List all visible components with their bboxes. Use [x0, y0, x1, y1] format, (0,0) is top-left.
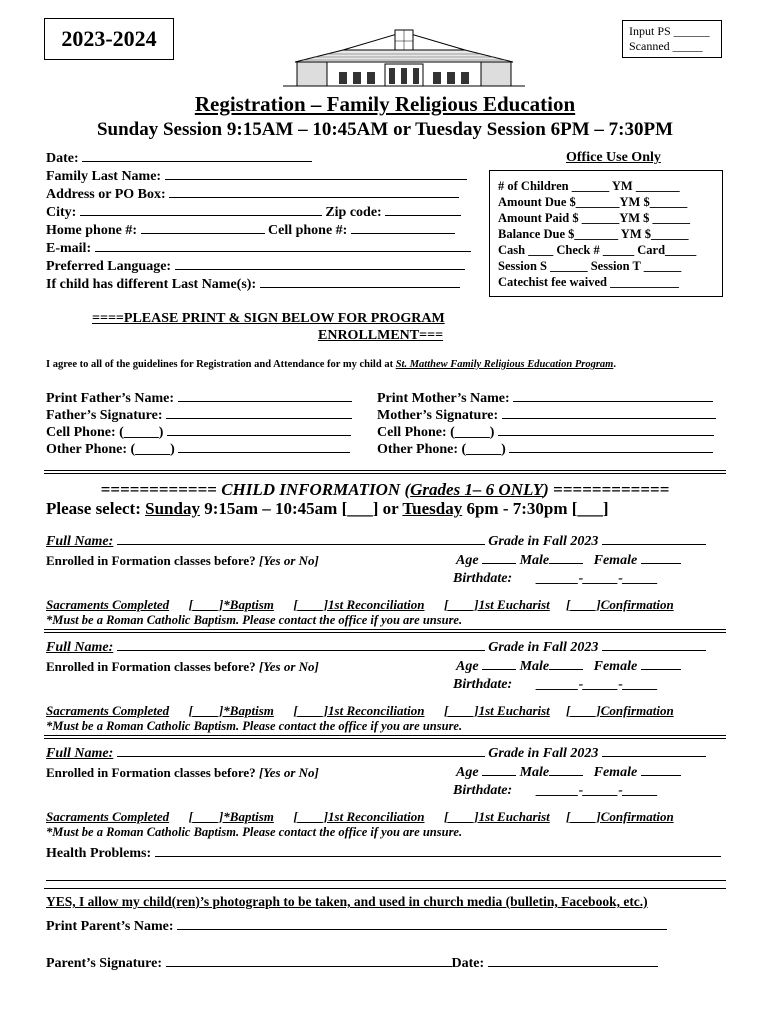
agreement-text: [46, 359, 616, 370]
office-line: Balance Due $_______ YM $______: [498, 227, 689, 241]
city-row: [46, 204, 461, 222]
birthdate-label: Birthdate:: [453, 677, 513, 692]
city-field[interactable]: [80, 214, 322, 216]
date-label: Date:: [46, 151, 79, 166]
school-year: 2023-2024: [61, 26, 157, 51]
date-row: [46, 150, 312, 168]
divider: [44, 735, 726, 736]
father-name-field[interactable]: [178, 400, 352, 402]
divider: [44, 629, 726, 630]
age-sex-row: [456, 765, 681, 781]
office-line: Amount Due $_______YM $______: [498, 195, 688, 209]
parent-name-field[interactable]: [177, 928, 667, 930]
child-block: [0, 533, 770, 633]
mother-sig-label: Mother’s Signature:: [377, 408, 499, 423]
female-label[interactable]: Female: [593, 553, 638, 568]
sacraments-row: [46, 597, 674, 613]
sacraments-row: [46, 703, 674, 719]
male-label[interactable]: Male: [519, 553, 550, 568]
divider: [44, 470, 726, 471]
reconciliation-checkbox[interactable]: [____]1st Reconciliation: [293, 597, 425, 612]
child-name-row: [46, 639, 706, 657]
full-name-label: Full Name:: [46, 534, 114, 549]
photo-consent: YES, I allow my child(ren)’s photograph to be taken, and used in church media (bulletin, Facebook, etc.): [46, 894, 648, 909]
diff-last-label: If child has different Last Name(s):: [46, 277, 257, 292]
father-name-label: Print Father’s Name:: [46, 391, 175, 406]
office-line: Amount Paid $ ______YM $ ______: [498, 211, 691, 225]
health-field[interactable]: [155, 855, 721, 857]
full-name-label: Full Name:: [46, 746, 114, 761]
sunday-option[interactable]: Sunday: [145, 499, 200, 518]
home-phone-label: Home phone #:: [46, 223, 137, 238]
male-label[interactable]: Male: [519, 659, 550, 674]
eucharist-checkbox[interactable]: [____]1st Eucharist: [443, 703, 550, 718]
baptism-checkbox[interactable]: [____]*Baptism: [188, 809, 274, 824]
office-use-box: [489, 170, 723, 297]
birthdate-field[interactable]: ______-_____-_____: [536, 571, 658, 586]
heading-grades: Grades 1– 6 ONLY: [410, 480, 544, 499]
divider: [44, 888, 726, 889]
parent-sig-label: Parent’s Signature:: [46, 956, 163, 971]
sacraments-label: Sacraments Completed: [46, 703, 170, 718]
confirmation-checkbox[interactable]: [____]Confirmation: [566, 809, 674, 824]
birthdate-label: Birthdate:: [453, 571, 513, 586]
diff-last-field[interactable]: [260, 286, 460, 288]
language-field[interactable]: [175, 268, 465, 270]
child-name-row: [46, 745, 706, 763]
baptism-note: *Must be a Roman Catholic Baptism. Please contact the office if you are unsure.: [46, 613, 463, 627]
birthdate-row: [453, 571, 658, 587]
health-label: Health Problems:: [46, 846, 152, 861]
grade-field[interactable]: [602, 755, 706, 757]
session-select-row: [46, 499, 609, 519]
age-label: Age: [456, 553, 479, 568]
mother-other-row: [377, 441, 713, 459]
zip-label: Zip code:: [325, 205, 382, 220]
child-block: [0, 639, 770, 739]
birthdate-field[interactable]: ______-_____-_____: [536, 783, 658, 798]
age-sex-row: [456, 659, 681, 675]
female-label[interactable]: Female: [593, 659, 638, 674]
male-field[interactable]: [549, 668, 583, 670]
father-cell-label: Cell Phone: (_____): [46, 425, 164, 440]
input-scanned-box: [622, 20, 722, 58]
office-line: Session S ______ Session T ______: [498, 259, 682, 273]
language-label: Preferred Language:: [46, 259, 172, 274]
child-block: [0, 745, 770, 845]
grade-field[interactable]: [602, 543, 706, 545]
enrolled-label: Enrolled in Formation classes before?: [46, 659, 256, 674]
language-row: [46, 258, 465, 276]
age-field[interactable]: [482, 668, 516, 670]
enroll-heading-1: ====PLEASE PRINT & SIGN BELOW FOR PROGRAM: [92, 311, 445, 326]
mother-cell-field[interactable]: [498, 434, 714, 436]
yes-no-hint: [Yes or No]: [258, 765, 319, 780]
grade-field[interactable]: [602, 649, 706, 651]
father-sig-label: Father’s Signature:: [46, 408, 163, 423]
zip-field[interactable]: [385, 214, 461, 216]
full-name-field[interactable]: [117, 543, 485, 545]
age-sex-row: [456, 553, 681, 569]
child-name-row: [46, 533, 706, 551]
office-line: Catechist fee waived ___________: [498, 275, 679, 289]
birthdate-row: [453, 783, 658, 799]
last-name-field[interactable]: [165, 178, 467, 180]
office-use-title: Office Use Only: [566, 150, 661, 165]
father-other-field[interactable]: [178, 451, 350, 453]
parent-date-label: Date:: [451, 956, 485, 971]
phone-row: [46, 222, 455, 240]
birthdate-label: Birthdate:: [453, 783, 513, 798]
baptism-note: *Must be a Roman Catholic Baptism. Please contact the office if you are unsure.: [46, 719, 463, 733]
baptism-checkbox[interactable]: [____]*Baptism: [188, 597, 274, 612]
agreement-suffix: .: [613, 359, 616, 370]
heading-pre: ============: [100, 480, 222, 499]
mother-sig-field[interactable]: [502, 417, 716, 419]
divider: [44, 738, 726, 739]
sunday-time[interactable]: 9:15am – 10:45am [___] or: [199, 499, 403, 518]
cell-phone-field[interactable]: [351, 232, 455, 234]
grade-label: Grade in Fall 2023: [488, 640, 599, 655]
parent-sig-field[interactable]: [166, 965, 452, 967]
female-field[interactable]: [641, 562, 681, 564]
male-field[interactable]: [549, 774, 583, 776]
sacraments-label: Sacraments Completed: [46, 809, 170, 824]
child-info-heading: [0, 480, 770, 500]
full-name-field[interactable]: [117, 649, 485, 651]
school-year-box: [44, 18, 174, 60]
last-name-row: [46, 168, 467, 186]
heading-main: CHILD INFORMATION (: [221, 480, 411, 499]
heading-close: ) ============: [543, 480, 670, 499]
birthdate-field[interactable]: ______-_____-_____: [536, 677, 658, 692]
address-label: Address or PO Box:: [46, 187, 166, 202]
input-ps-label: Input PS ______: [629, 24, 710, 38]
address-row: [46, 186, 459, 204]
tuesday-option[interactable]: Tuesday: [402, 499, 463, 518]
church-building-image: [283, 28, 525, 88]
yes-no-hint: [Yes or No]: [258, 553, 319, 568]
age-field[interactable]: [482, 562, 516, 564]
yes-no-hint: [Yes or No]: [258, 659, 319, 674]
mother-cell-row: [377, 424, 714, 442]
email-row: [46, 240, 471, 258]
enrolled-label: Enrolled in Formation classes before?: [46, 553, 256, 568]
age-label: Age: [456, 659, 479, 674]
age-label: Age: [456, 765, 479, 780]
diff-last-row: [46, 276, 460, 294]
city-label: City:: [46, 205, 77, 220]
tuesday-time[interactable]: 6pm - 7:30pm [___]: [462, 499, 609, 518]
male-label[interactable]: Male: [519, 765, 550, 780]
age-field[interactable]: [482, 774, 516, 776]
office-line: # of Children ______ YM _______: [498, 179, 680, 193]
date-field[interactable]: [82, 160, 312, 162]
cell-phone-label: Cell phone #:: [268, 223, 348, 238]
enroll-heading-2: ENROLLMENT===: [318, 328, 444, 343]
select-prefix: Please select:: [46, 499, 146, 518]
birthdate-row: [453, 677, 658, 693]
divider: [44, 632, 726, 633]
reconciliation-checkbox[interactable]: [____]1st Reconciliation: [293, 703, 425, 718]
baptism-checkbox[interactable]: [____]*Baptism: [188, 703, 274, 718]
baptism-note: *Must be a Roman Catholic Baptism. Please contact the office if you are unsure.: [46, 825, 463, 839]
address-field[interactable]: [169, 196, 459, 198]
eucharist-checkbox[interactable]: [____]1st Eucharist: [443, 597, 550, 612]
sacraments-label: Sacraments Completed: [46, 597, 170, 612]
mother-name-field[interactable]: [513, 400, 713, 402]
mother-name-row: [377, 390, 713, 408]
mother-cell-label: Cell Phone: (_____): [377, 425, 495, 440]
male-field[interactable]: [549, 562, 583, 564]
enrolled-label: Enrolled in Formation classes before?: [46, 765, 256, 780]
mother-name-label: Print Mother’s Name:: [377, 391, 510, 406]
grade-label: Grade in Fall 2023: [488, 534, 599, 549]
father-cell-field[interactable]: [167, 434, 351, 436]
page-title: Registration – Family Religious Education: [194, 92, 576, 116]
program-name: St. Matthew Family Religious Education Program: [395, 359, 614, 370]
parent-name-label: Print Parent’s Name:: [46, 919, 174, 934]
confirmation-checkbox[interactable]: [____]Confirmation: [566, 597, 674, 612]
mother-other-label: Other Phone: (_____): [377, 442, 506, 457]
health-row: [46, 845, 721, 863]
female-label[interactable]: Female: [593, 765, 638, 780]
father-other-label: Other Phone: (_____): [46, 442, 175, 457]
office-line: Cash ____ Check # _____ Card_____: [498, 243, 697, 257]
female-field[interactable]: [641, 668, 681, 670]
parent-date-field[interactable]: [488, 965, 658, 967]
mother-sig-row: [377, 407, 716, 425]
eucharist-checkbox[interactable]: [____]1st Eucharist: [443, 809, 550, 824]
father-name-row: [46, 390, 352, 408]
father-sig-row: [46, 407, 352, 425]
reconciliation-checkbox[interactable]: [____]1st Reconciliation: [293, 809, 425, 824]
full-name-field[interactable]: [117, 755, 485, 757]
sacraments-row: [46, 809, 674, 825]
email-field[interactable]: [95, 250, 471, 252]
father-cell-row: [46, 424, 351, 442]
father-sig-field[interactable]: [166, 417, 352, 419]
last-name-label: Family Last Name:: [46, 169, 162, 184]
scanned-label: Scanned _____: [629, 39, 703, 53]
mother-other-field[interactable]: [509, 451, 713, 453]
grade-label: Grade in Fall 2023: [488, 746, 599, 761]
agreement-prefix: I agree to all of the guidelines for Registration and Attendance for my child at: [46, 359, 396, 370]
enrolled-row: [46, 553, 319, 569]
enrolled-row: [46, 765, 319, 781]
health-field-line-2[interactable]: [46, 880, 726, 881]
divider: [44, 473, 726, 474]
email-label: E-mail:: [46, 241, 92, 256]
home-phone-field[interactable]: [141, 232, 265, 234]
full-name-label: Full Name:: [46, 640, 114, 655]
father-other-row: [46, 441, 350, 459]
enrolled-row: [46, 659, 319, 675]
parent-name-row: [46, 918, 667, 936]
confirmation-checkbox[interactable]: [____]Confirmation: [566, 703, 674, 718]
parent-sig-row: [46, 955, 658, 973]
female-field[interactable]: [641, 774, 681, 776]
page-subtitle: Sunday Session 9:15AM – 10:45AM or Tuesday Session 6PM – 7:30PM: [96, 119, 674, 140]
